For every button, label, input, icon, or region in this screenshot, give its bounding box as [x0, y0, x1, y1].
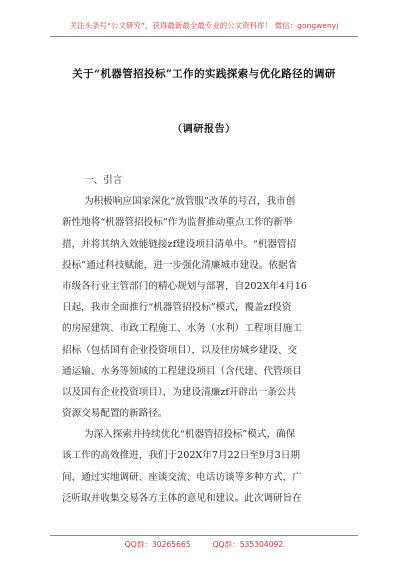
- paragraph-line: 为积极响应国家深化“放管服”改革的号召，我市创: [84, 196, 296, 208]
- header-banner: 关注头条号“公文研究”，获得最新最全最专业的公文资料库！ 微信：gongwenyj: [69, 21, 339, 30]
- document-body: [62, 170, 352, 509]
- paragraph-line: 市级各行业主管部门的精心规划与部署，自202X年4月16: [62, 280, 307, 292]
- footer-qq-group-1: QQ群：30265665: [124, 540, 191, 549]
- paragraph-line: 通运输、水务等领域的工程建设项目（含代建、代管项目: [62, 365, 302, 377]
- document-title: 关于“机器管招投标”工作的实践探索与优化路径的调研: [72, 68, 336, 80]
- document-subtitle: （调研报告）: [172, 124, 236, 135]
- paragraph-line: 该工作的高效推进，我们于202X年7月22日至9月3日期: [62, 450, 300, 462]
- footer-rule: [50, 535, 358, 536]
- paragraph-line: 投标”通过科技赋能，进一步强化清廉城市建设。依据省: [62, 259, 298, 271]
- paragraph-line: 的房屋建筑、市政工程施工、水务（水利）工程项目施工: [62, 323, 302, 335]
- paragraph-line: 泛听取并收集交易各方主体的意见和建议。此次调研旨在: [62, 492, 302, 504]
- paragraph-line: 为深入探索并持续优化“机器管招投标”模式，确保: [84, 429, 296, 441]
- section-heading: 一、引言: [84, 175, 123, 186]
- paragraph-line: 日起，我市全面推行“机器管招投标”模式，覆盖zf投资: [62, 302, 292, 314]
- paragraph-line: 以及国有企业投资项目），为建设清廉zf开辟出一条公共: [62, 386, 297, 398]
- paragraph-line: 新性地将“机器管招投标”作为监督推动重点工作的新举: [62, 217, 293, 229]
- footer: [0, 539, 408, 550]
- footer-qq-group-2: QQ群：535304092: [212, 540, 284, 549]
- paragraph-line: 间，通过实地调研、座谈交流、电话访谈等多种方式，广: [62, 471, 302, 483]
- paragraph-line: 招标（包括国有企业投资项目），以及住房城乡建设、交: [62, 344, 298, 356]
- paragraph-line: 资源交易配置的新路径。: [62, 408, 168, 420]
- paragraph-line: 措，并将其纳入效能链接zf建设项目清单中。“机器管招: [62, 238, 297, 250]
- header-rule: [50, 36, 358, 37]
